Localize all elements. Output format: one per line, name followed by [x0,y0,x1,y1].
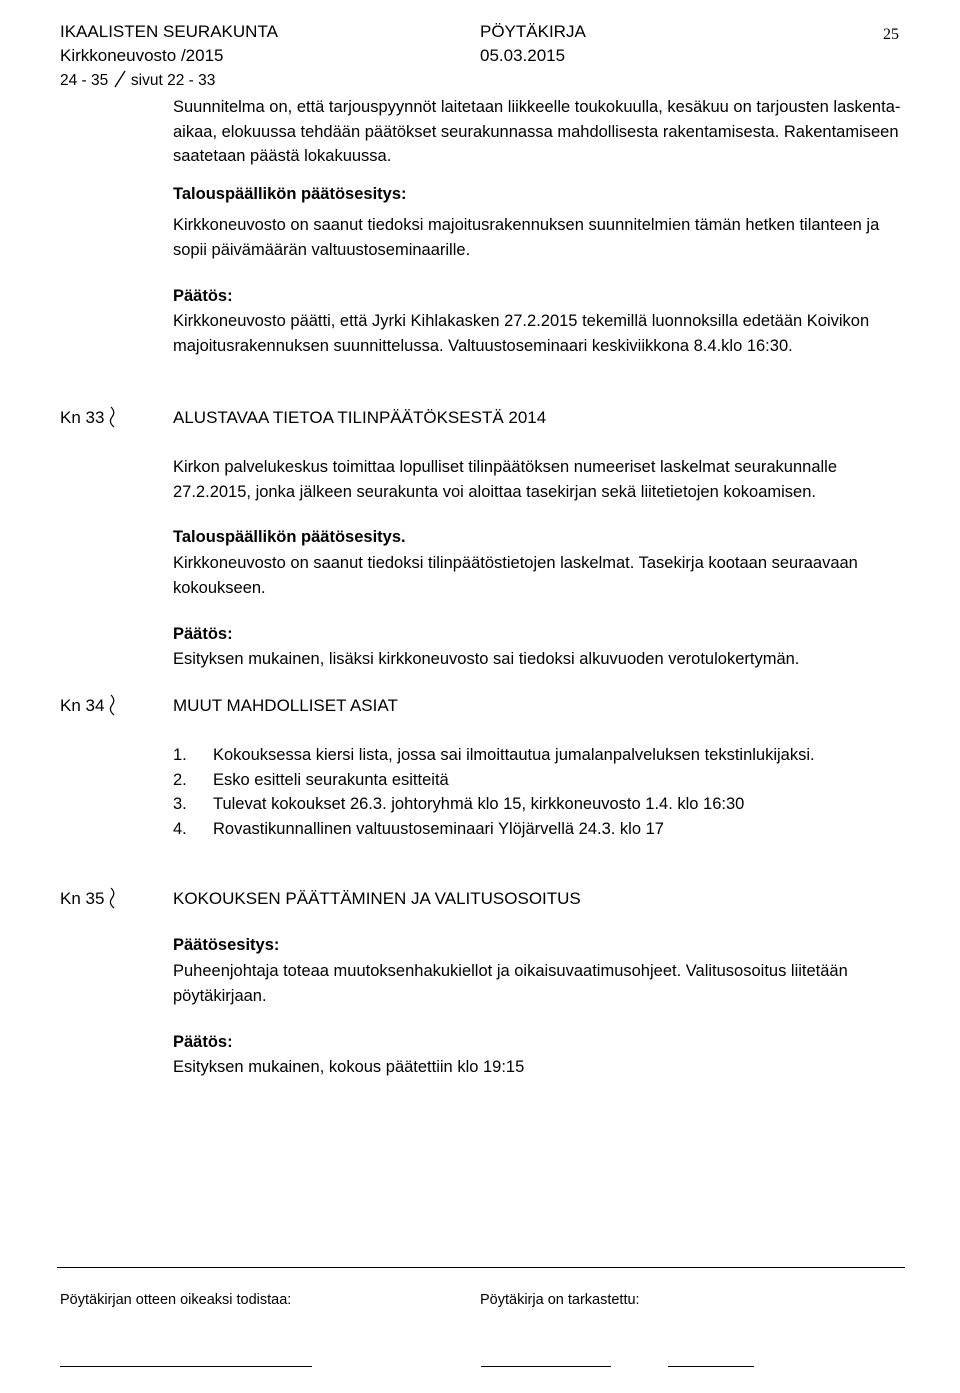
signature-line [668,1366,754,1367]
section-mark-icon [108,887,118,909]
footer-checked-label: Pöytäkirja on tarkastettu: [480,1292,640,1308]
page-number: 25 [883,26,899,43]
agenda-list [173,743,815,841]
section-decision-text-kn35: Esityksen mukainen, kokous päätettiin klo 19:15 [173,1058,525,1076]
document-type: PÖYTÄKIRJA [480,22,586,41]
meeting-date: 05.03.2015 [480,46,566,65]
meeting-body: Kirkkoneuvosto /2015 [60,46,224,65]
intro-decision-label: Päätös: [173,287,233,305]
section-mark-icon [108,406,118,428]
section-number-kn35: Kn 35 [60,889,105,908]
signature-line [481,1366,611,1367]
section-title-kn34: MUUT MAHDOLLISET ASIAT [173,696,398,715]
footer-divider [57,1267,905,1268]
section-range-value: 24 - 35 [60,72,109,89]
slash-mark-icon [113,70,127,88]
section-title-kn35: KOKOUKSEN PÄÄTTÄMINEN JA VALITUSOSOITUS [173,889,581,908]
section-proposal-text-kn33: Kirkkoneuvosto on saanut tiedoksi tilinpäätöstietojen laskelmat. Tasekirja kootaan seuraavaan kokoukseen. [173,554,858,597]
signature-line [60,1366,312,1367]
section-number-kn34: Kn 34 [60,696,105,715]
list-item: 3. Tulevat kokoukset 26.3. johtoryhmä klo 15, kirkkoneuvosto 1.4. klo 16:30 [173,795,745,813]
section-decision-label-kn35: Päätös: [173,1033,233,1051]
footer-certify-label: Pöytäkirjan otteen oikeaksi todistaa: [60,1292,292,1308]
section-number-kn33: Kn 33 [60,408,105,427]
org-name: IKAALISTEN SEURAKUNTA [60,22,278,41]
section-proposal-text-kn35: Puheenjohtaja toteaa muutoksenhakukiellot ja oikaisuvaatimusohjeet. Valitusosoitus liitetään pöytäkirjaan. [173,962,848,1005]
intro-proposal-text: Kirkkoneuvosto on saanut tiedoksi majoitusrakennuksen suunnitelmien tämän hetken tilanteen ja sopii päivämäärän valtuustoseminaarille. [173,216,880,259]
section-mark-icon [108,694,118,716]
section-proposal-label-kn35: Päätösesitys: [173,936,280,954]
list-item: 2. Esko esitteli seurakunta esitteitä [173,770,449,789]
intro-proposal-label: Talouspäällikön päätösesitys: [173,185,407,203]
section-text-kn33: Kirkon palvelukeskus toimittaa lopulliset tilinpäätöksen numeeriset laskelmat seurakunnalle 27.2.2015, jonka jälkeen seurakunta voi aloittaa tasekirjan sekä liitetietojen kokoamisen. [173,458,838,501]
section-range [60,70,215,91]
section-decision-text-kn33: Esityksen mukainen, lisäksi kirkkoneuvosto sai tiedoksi alkuvuoden verotulokertymän. [173,650,800,668]
section-proposal-label-kn33: Talouspäällikön päätösesitys. [173,528,406,546]
section-decision-label-kn33: Päätös: [173,625,233,643]
list-item: 1. Kokouksessa kiersi lista, jossa sai ilmoittautua jumalanpalveluksen tekstinlukijaksi. [173,746,815,764]
section-title-kn33: ALUSTAVAA TIETOA TILINPÄÄTÖKSESTÄ 2014 [173,408,547,427]
list-item: 4. Rovastikunnallinen valtuustoseminaari Ylöjärvellä 24.3. klo 17 [173,819,664,838]
intro-paragraph: Suunnitelma on, että tarjouspyynnöt laitetaan liikkeelle toukokuulla, kesäkuu on tarjousten laskenta-aikaa, elokuussa tehdään päätökset seurakunnassa mahdollisesta rakentamisesta. Rakentamiseen saatetaan päästä lokakuussa. [173,98,901,165]
intro-decision-text: Kirkkoneuvosto päätti, että Jyrki Kihlakasken 27.2.2015 tekemillä luonnoksilla edetään Koivikon majoitusrakennuksen suunnittelussa. Valtuustoseminaari keskiviikkona 8.4.klo 16:30. [173,312,870,355]
page-range: sivut 22 - 33 [130,72,216,89]
